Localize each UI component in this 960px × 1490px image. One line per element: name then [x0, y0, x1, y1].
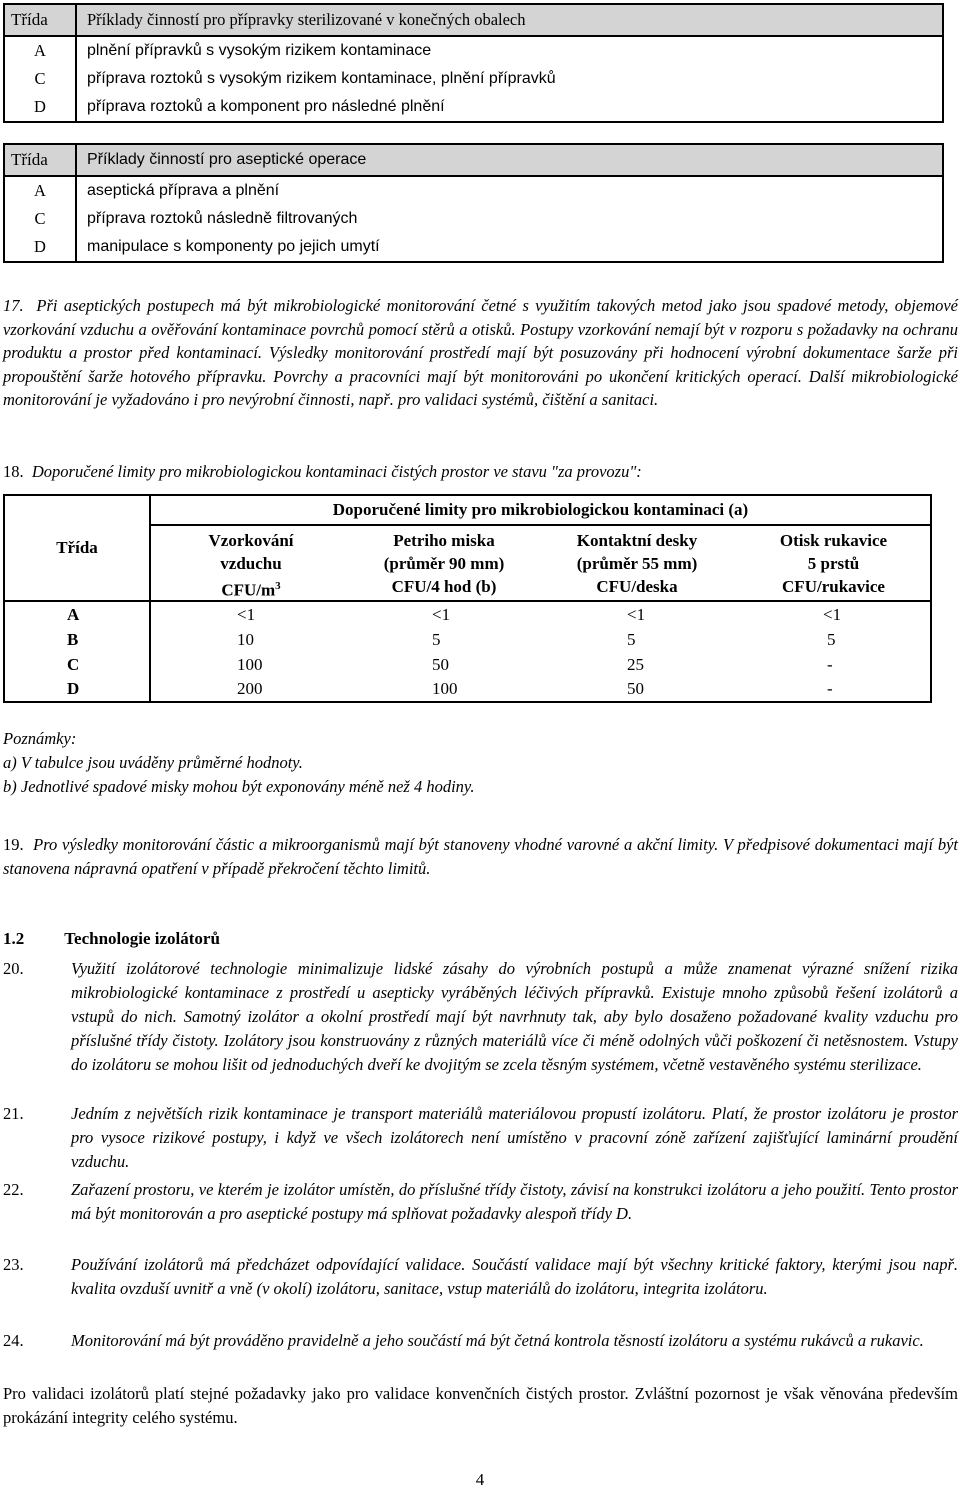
value-cell: <1	[823, 605, 842, 624]
class-cell: A	[67, 605, 80, 624]
group-header: Doporučené limity pro mikrobiologickou kontaminaci (a)	[332, 500, 749, 519]
activity-cell: manipulace s komponenty po jejich umytí	[87, 238, 380, 255]
class-cell: A	[5, 177, 77, 205]
activity-cell: příprava roztoků a komponent pro následné plnění	[87, 98, 445, 115]
value-cell: -	[827, 655, 833, 674]
table-row	[5, 233, 942, 261]
item-text: Jedním z největších rizik kontaminace je transport materiálů materiálovou propustí izolátoru. Platí, že prostor izolátoru je prostor pro vysoce rizikové postupy, i když ve všech izolátorech není umístěno v pracovní zóně zařízení zajišťující laminární proudění vzduchu.	[71, 1104, 958, 1171]
paragraph-number: 17.	[3, 296, 24, 315]
class-cell: A	[5, 37, 77, 65]
activities-header: Příklady činností pro přípravky sterilizované v konečných obalech	[87, 10, 526, 29]
activity-cell: aseptická příprava a plnění	[87, 182, 280, 199]
value-cell: 100	[432, 679, 458, 698]
sterilized-activities-table	[3, 3, 944, 123]
item-number: 24.	[3, 1331, 24, 1350]
class-cell: D	[67, 679, 80, 698]
class-header: Třída	[5, 5, 77, 35]
activity-cell: příprava roztoků s vysokým rizikem kontaminace, plnění přípravků	[87, 70, 556, 87]
page-number: 4	[475, 1470, 485, 1489]
value-cell: <1	[627, 605, 646, 624]
microbial-limits-table	[3, 494, 932, 703]
divider	[149, 524, 930, 526]
list-item	[3, 1102, 958, 1174]
table-row	[5, 37, 942, 65]
petri-dish-header: Petriho miska (průměr 90 mm) CFU/4 hod (b)	[383, 531, 505, 596]
paragraph-number: 19.	[3, 835, 24, 854]
item-number: 23.	[3, 1255, 24, 1274]
class-header: Třída	[56, 538, 98, 557]
value-cell: 50	[432, 655, 449, 674]
table-row	[5, 65, 942, 93]
paragraph-19	[3, 833, 958, 880]
value-cell: 5	[627, 630, 636, 649]
section-heading	[3, 929, 220, 949]
value-cell: -	[827, 679, 833, 698]
class-cell: D	[5, 233, 77, 261]
value-cell: 10	[237, 630, 254, 649]
item-number: 20.	[3, 959, 24, 978]
aseptic-activities-table	[3, 143, 944, 263]
value-cell: 50	[627, 679, 644, 698]
class-cell: D	[5, 93, 77, 121]
item-text: Používání izolátorů má předcházet odpovídající validace. Součástí validace mají být všechny kritické faktory, kterými jsou např. kvalita ovzduší uvnitř a vně (v okolí) izolátoru, sanitace, vstup materiálů do izolátoru, integrita izolátoru.	[71, 1255, 958, 1298]
item-number: 21.	[3, 1104, 24, 1123]
activity-cell: příprava roztoků následně filtrovaných	[87, 210, 358, 227]
divider	[5, 600, 930, 602]
glove-print-header: Otisk rukavice 5 prstů CFU/rukavice	[779, 531, 888, 596]
paragraph-18	[3, 460, 958, 484]
item-text: Zařazení prostoru, ve kterém je izolátor umístěn, do příslušné třídy čistoty, závisí na konstrukci izolátoru a jeho použití. Tento prostor má být monitorován a pro aseptické postupy má splňovat požadavky alespoň třídy D.	[71, 1180, 958, 1223]
note-b: b) Jednotlivé spadové misky mohou být exponovány méně než 4 hodiny.	[3, 777, 475, 796]
activity-cell: plnění přípravků s vysokým rizikem kontaminace	[87, 42, 432, 59]
table-header	[5, 5, 942, 37]
table-header	[5, 145, 942, 177]
list-item	[3, 957, 958, 1077]
value-cell: 5	[827, 630, 836, 649]
class-cell: C	[67, 655, 80, 674]
table-row	[5, 177, 942, 205]
air-sampling-header: Vzorkování vzduchu CFU/$m^3$	[208, 531, 294, 600]
value-cell: 5	[432, 630, 441, 649]
list-item	[3, 1329, 958, 1353]
value-cell: 25	[627, 655, 644, 674]
paragraph-number: 18.	[3, 462, 24, 481]
list-item	[3, 1253, 958, 1301]
section-number: 1.2	[3, 929, 25, 948]
class-cell: C	[5, 65, 77, 93]
class-cell: C	[5, 205, 77, 233]
paragraph-17	[3, 294, 958, 412]
value-cell: 200	[237, 679, 263, 698]
section-title: Technologie izolátorů	[64, 929, 220, 948]
activities-header: Příklady činností pro aseptické operace	[87, 151, 367, 168]
paragraph-text: Doporučené limity pro mikrobiologickou kontaminaci čistých prostor ve stavu "za provozu":	[31, 462, 642, 481]
paragraph-text: Pro výsledky monitorování částic a mikroorganismů mají být stanoveny vhodné varovné a akční limity. V předpisové dokumentaci mají být stanovena nápravná opatření v případě překročení těchto limitů.	[3, 835, 958, 878]
value-cell: <1	[432, 605, 451, 624]
class-cell: B	[67, 630, 79, 649]
item-text: Využití izolátorové technologie minimalizuje lidské zásahy do výrobních postupů a může znamenat výrazné snížení rizika mikrobiologické kontaminace z prostředí u asepticky vyráběných léčivých přípravků. Existuje mnoho způsobů řešení izolátorů a vstupů do nich. Samotný izolátor a okolní prostředí mají být navrhnuty tak, aby bylo dosaženo požadované kvality vzduchu pro příslušné třídy čistoty. Izolátory jsou konstruovány z různých materiálů více či méně odolných vůči poškození či netěsnostem. Vstupy do izolátoru se mohou lišit od jednoduchých dveří ke dvojitým se zcela těsným systémem, včetně vestavěného systému sterilizace.	[71, 959, 958, 1074]
contact-plate-header: Kontaktní desky (průměr 55 mm) CFU/deska	[576, 531, 698, 596]
list-item	[3, 1178, 958, 1226]
value-cell: <1	[237, 605, 256, 624]
table-row	[5, 205, 942, 233]
paragraph-text: Při aseptických postupech má být mikrobiologické monitorování četné s využitím takových metod jako jsou spadové metody, objemové vzorkování vzduchu a ověřování kontaminace povrchů pomocí stěrů a otisků. Postupy vzorkování nemají být v rozporu s požadavky na ochranu produktu a prostor před kontaminací. Výsledky monitorování prostředí mají být posuzovány při hodnocení výrobní dokumentace šarže při propouštění šarže hotového přípravku. Povrchy a pracovníci mají být monitorováni po ukončení kritických operací. Další mikrobiologické monitorování je vyžadováno i pro nevýrobní činnosti, např. pro validaci systémů, čištění a sanitaci.	[3, 296, 959, 409]
class-header: Třída	[5, 145, 77, 175]
value-cell: 100	[237, 655, 263, 674]
item-number: 22.	[3, 1180, 24, 1199]
note-a: a) V tabulce jsou uváděny průměrné hodnoty.	[3, 753, 303, 772]
table-row	[5, 93, 942, 121]
table-notes	[3, 727, 474, 799]
notes-title: Poznámky:	[3, 729, 77, 748]
item-text: Monitorování má být prováděno pravidelně a jeho součástí má být četná kontrola těsností izolátoru a systému rukávců a rukavic.	[71, 1331, 924, 1350]
closing-paragraph: Pro validaci izolátorů platí stejné požadavky jako pro validace konvenčních čistých prostor. Zvláštní pozornost je však věnována především prokázání integrity celého systému.	[3, 1384, 958, 1427]
